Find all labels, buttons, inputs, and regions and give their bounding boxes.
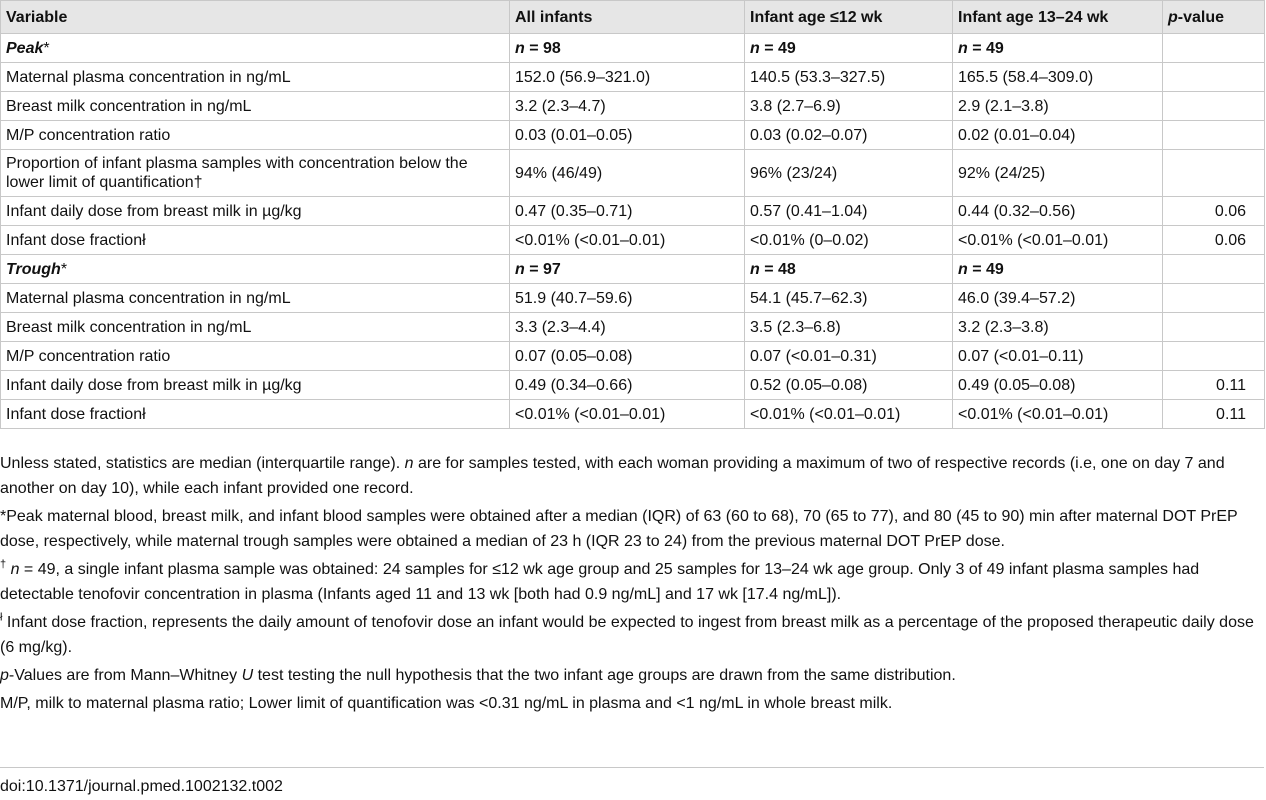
footnote-italic: p bbox=[0, 667, 9, 684]
footnote-dagger bbox=[0, 557, 1264, 607]
footnote-marker: † bbox=[0, 558, 7, 571]
table-row bbox=[1, 284, 1265, 313]
header-p-value bbox=[1163, 1, 1265, 34]
cell-all-infants: <0.01% (<0.01–0.01) bbox=[510, 226, 745, 255]
cell-variable: Infant daily dose from breast milk in µg/kg bbox=[1, 197, 510, 226]
cell-all-infants: 0.47 (0.35–0.71) bbox=[510, 197, 745, 226]
cell-all-infants: 94% (46/49) bbox=[510, 150, 745, 197]
cell-age-12wk: 0.52 (0.05–0.08) bbox=[745, 371, 953, 400]
table-row bbox=[1, 313, 1265, 342]
sample-size-all bbox=[510, 255, 745, 284]
cell-variable: M/P concentration ratio bbox=[1, 121, 510, 150]
footnote-text: -Values are from Mann–Whitney bbox=[8, 667, 242, 684]
n-value: = 98 bbox=[529, 39, 561, 57]
n-symbol: n bbox=[750, 260, 760, 278]
cell-age-13-24wk: 0.44 (0.32–0.56) bbox=[953, 197, 1163, 226]
cell-age-13-24wk: 0.02 (0.01–0.04) bbox=[953, 121, 1163, 150]
header-p-suffix: -value bbox=[1177, 8, 1225, 26]
n-symbol: n bbox=[958, 260, 968, 278]
cell-all-infants: 3.2 (2.3–4.7) bbox=[510, 92, 745, 121]
cell-age-13-24wk: 92% (24/25) bbox=[953, 150, 1163, 197]
cell-all-infants: 0.03 (0.01–0.05) bbox=[510, 121, 745, 150]
table-footnotes bbox=[0, 451, 1264, 719]
n-symbol: n bbox=[515, 39, 525, 57]
header-all-infants: All infants bbox=[510, 1, 745, 34]
cell-variable: Breast milk concentration in ng/mL bbox=[1, 92, 510, 121]
footnote-dose-fraction bbox=[0, 610, 1264, 660]
section-label bbox=[1, 34, 510, 63]
cell-age-13-24wk: 0.07 (<0.01–0.11) bbox=[953, 342, 1163, 371]
n-value: = 48 bbox=[764, 260, 796, 278]
cell-all-infants: <0.01% (<0.01–0.01) bbox=[510, 400, 745, 429]
cell-p-value bbox=[1163, 121, 1265, 150]
cell-age-13-24wk: 165.5 (58.4–309.0) bbox=[953, 63, 1163, 92]
footnote-abbreviations: M/P, milk to maternal plasma ratio; Lower limit of quantification was <0.31 ng/mL in plasma and <1 ng/mL in whole breast milk. bbox=[0, 695, 893, 712]
empty-cell bbox=[1163, 255, 1265, 284]
n-value: = 97 bbox=[529, 260, 561, 278]
cell-p-value bbox=[1163, 63, 1265, 92]
n-symbol: n bbox=[958, 39, 968, 57]
cell-all-infants: 0.07 (0.05–0.08) bbox=[510, 342, 745, 371]
cell-variable: Infant daily dose from breast milk in µg/kg bbox=[1, 371, 510, 400]
cell-variable: Infant dose fractionł bbox=[1, 226, 510, 255]
cell-age-12wk: 0.03 (0.02–0.07) bbox=[745, 121, 953, 150]
doi-divider bbox=[0, 767, 1264, 768]
header-row bbox=[1, 1, 1265, 34]
cell-age-12wk: 54.1 (45.7–62.3) bbox=[745, 284, 953, 313]
cell-p-value bbox=[1163, 92, 1265, 121]
cell-p-value: 0.06 bbox=[1163, 197, 1265, 226]
cell-age-13-24wk: 3.2 (2.3–3.8) bbox=[953, 313, 1163, 342]
footnote-italic: n bbox=[404, 455, 414, 472]
footnote-italic: U bbox=[241, 667, 254, 684]
cell-all-infants: 152.0 (56.9–321.0) bbox=[510, 63, 745, 92]
section-marker: * bbox=[43, 39, 50, 57]
footnote-peak: *Peak maternal blood, breast milk, and infant blood samples were obtained after a median (IQR) of 63 (60 to 68), 70 (65 to 77), and 80 (45 to 90) min after maternal DOT PrEP dose, respectively, while maternal trough samples were obtained a median of 23 h (IQR 23 to 24) from the previous maternal DOT PrEP dose. bbox=[0, 508, 1238, 550]
header-age-12wk: Infant age ≤12 wk bbox=[745, 1, 953, 34]
cell-age-12wk: <0.01% (<0.01–0.01) bbox=[745, 400, 953, 429]
sample-size-all bbox=[510, 34, 745, 63]
cell-age-12wk: 0.57 (0.41–1.04) bbox=[745, 197, 953, 226]
cell-variable: Maternal plasma concentration in ng/mL bbox=[1, 63, 510, 92]
table-row bbox=[1, 400, 1265, 429]
section-row-trough bbox=[1, 255, 1265, 284]
doi-link[interactable]: doi:10.1371/journal.pmed.1002132.t002 bbox=[0, 778, 283, 795]
section-row-peak bbox=[1, 34, 1265, 63]
section-label bbox=[1, 255, 510, 284]
cell-age-13-24wk: <0.01% (<0.01–0.01) bbox=[953, 400, 1163, 429]
table-body bbox=[1, 34, 1265, 429]
cell-age-13-24wk: 2.9 (2.1–3.8) bbox=[953, 92, 1163, 121]
cell-age-12wk: 3.5 (2.3–6.8) bbox=[745, 313, 953, 342]
cell-p-value: 0.11 bbox=[1163, 400, 1265, 429]
section-marker: * bbox=[60, 260, 68, 278]
cell-all-infants: 51.9 (40.7–59.6) bbox=[510, 284, 745, 313]
table-row bbox=[1, 226, 1265, 255]
table-row bbox=[1, 371, 1265, 400]
cell-age-12wk: 0.07 (<0.01–0.31) bbox=[745, 342, 953, 371]
header-p-letter: p bbox=[1168, 8, 1178, 26]
footnote-italic: n bbox=[10, 561, 20, 578]
n-value: = 49 bbox=[972, 260, 1004, 278]
table-row bbox=[1, 150, 1265, 197]
sample-size-young bbox=[745, 255, 953, 284]
footnote-text: Infant dose fraction, represents the daily amount of tenofovir dose an infant would be expected to ingest from breast milk as a percentage of the proposed therapeutic daily dose (6 mg/kg). bbox=[0, 614, 1254, 656]
cell-p-value bbox=[1163, 150, 1265, 197]
header-variable: Variable bbox=[1, 1, 510, 34]
cell-variable: Proportion of infant plasma samples with concentration below the lower limit of quantification† bbox=[1, 150, 510, 197]
table-row bbox=[1, 63, 1265, 92]
header-age-13-24wk: Infant age 13–24 wk bbox=[953, 1, 1163, 34]
cell-age-13-24wk: 46.0 (39.4–57.2) bbox=[953, 284, 1163, 313]
empty-cell bbox=[1163, 34, 1265, 63]
table-row bbox=[1, 121, 1265, 150]
cell-age-12wk: 140.5 (53.3–327.5) bbox=[745, 63, 953, 92]
n-symbol: n bbox=[750, 39, 760, 57]
cell-all-infants: 3.3 (2.3–4.4) bbox=[510, 313, 745, 342]
footnote-text: test testing the null hypothesis that the two infant age groups are drawn from the same distribution. bbox=[253, 667, 956, 684]
footnote-pvalues bbox=[0, 663, 1264, 688]
cell-p-value bbox=[1163, 284, 1265, 313]
cell-p-value bbox=[1163, 342, 1265, 371]
sample-size-old bbox=[953, 34, 1163, 63]
table-row bbox=[1, 342, 1265, 371]
cell-age-12wk: 96% (23/24) bbox=[745, 150, 953, 197]
cell-variable: Maternal plasma concentration in ng/mL bbox=[1, 284, 510, 313]
cell-p-value: 0.06 bbox=[1163, 226, 1265, 255]
cell-age-12wk: 3.8 (2.7–6.9) bbox=[745, 92, 953, 121]
footnote-marker: ł bbox=[0, 611, 3, 624]
sample-size-old bbox=[953, 255, 1163, 284]
table-row bbox=[1, 197, 1265, 226]
cell-p-value bbox=[1163, 313, 1265, 342]
cell-variable: M/P concentration ratio bbox=[1, 342, 510, 371]
n-symbol: n bbox=[515, 260, 525, 278]
cell-variable: Infant dose fractionł bbox=[1, 400, 510, 429]
cell-all-infants: 0.49 (0.34–0.66) bbox=[510, 371, 745, 400]
table-row bbox=[1, 92, 1265, 121]
n-value: = 49 bbox=[972, 39, 1004, 57]
footnote-text: = 49, a single infant plasma sample was obtained: 24 samples for ≤12 wk age group and 25 samples for 13–24 wk age group. Only 3 of 49 infant plasma samples had detectable tenofovir concentration in plasma (Infants aged 11 and 13 wk [both had 0.9 ng/mL] and 17 wk [17.4 ng/mL]). bbox=[0, 561, 1200, 603]
cell-p-value: 0.11 bbox=[1163, 371, 1265, 400]
footnote-text: Unless stated, statistics are median (interquartile range). bbox=[0, 455, 405, 472]
cell-age-13-24wk: <0.01% (<0.01–0.01) bbox=[953, 226, 1163, 255]
cell-age-12wk: <0.01% (0–0.02) bbox=[745, 226, 953, 255]
footnote-statistics bbox=[0, 451, 1264, 501]
section-name: Trough bbox=[6, 260, 61, 278]
cell-variable: Breast milk concentration in ng/mL bbox=[1, 313, 510, 342]
section-name: Peak bbox=[6, 39, 44, 57]
cell-age-13-24wk: 0.49 (0.05–0.08) bbox=[953, 371, 1163, 400]
n-value: = 49 bbox=[764, 39, 796, 57]
footnote-text: are for samples tested, with each woman providing a maximum of two of respective records (i.e, one on day 7 and another on day 10), while each infant provided one record. bbox=[0, 455, 1225, 497]
sample-size-young bbox=[745, 34, 953, 63]
